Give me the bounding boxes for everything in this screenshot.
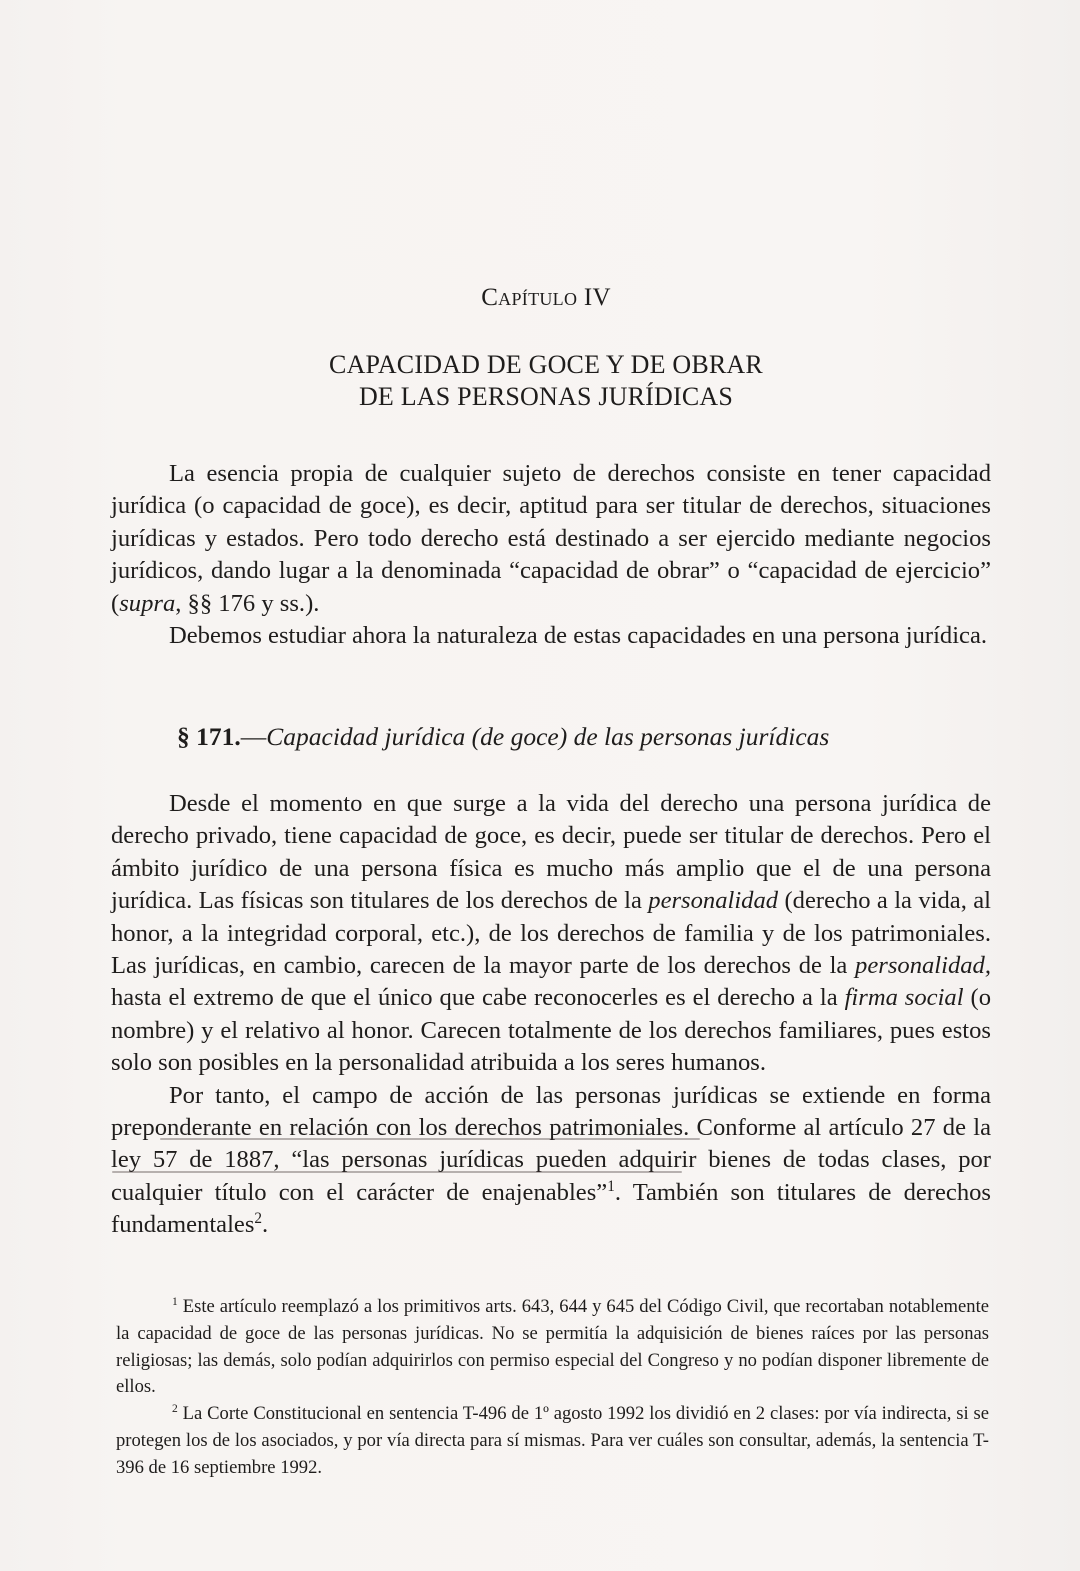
chapter-title-line-1: CAPACIDAD DE GOCE Y DE OBRAR xyxy=(329,350,763,379)
footnote-ref-1: 1 xyxy=(607,1177,615,1195)
pencil-underline-mark xyxy=(160,1138,700,1140)
footnotes xyxy=(116,1294,989,1482)
footnote-2 xyxy=(116,1401,989,1481)
chapter-label-prefix: Capítulo xyxy=(481,284,578,311)
body-paragraph-1-part-d: (o nombre) y el relativo al honor. Carecen totalmente de los derechos familiares, pues estos solo son posibles en la personalidad atribuida a los seres humanos. xyxy=(111,984,991,1077)
intro-paragraph-2: Debemos estudiar ahora la naturaleza de estas capacidades en una persona jurídica. xyxy=(169,622,988,650)
footnote-1-mark: 1 xyxy=(172,1295,178,1308)
italic-personalidad-2: personalidad, xyxy=(855,952,991,980)
body-paragraph-1-part-b: (derecho a la vida, al honor, a la integridad corporal, etc.), de los derechos de familia y de los patrimoniales. Las jurídicas, en cambio, carecen de la mayor parte de los derechos de la xyxy=(111,887,991,980)
chapter-label-number: IV xyxy=(583,284,611,311)
section-dash: — xyxy=(240,722,267,751)
body-paragraph-2-part-c: . xyxy=(262,1211,269,1239)
section-body xyxy=(111,788,991,1242)
footnote-2-text: La Corte Constitucional en sentencia T-496 de 1º agosto 1992 los dividió en 2 clases: por vía indirecta, si se protegen los de los asociados, y por vía directa para sí mismas. Para ver cuáles son consultar, además, la sentencia T-396 de 16 septiembre 1992. xyxy=(116,1403,989,1478)
body-paragraph-2-part-a: Por tanto, el campo de acción de las personas jurídicas se extiende en forma preponderante en relación con los derechos patrimoniales. Conforme al artículo 27 de la ley 57 de 1887, “las personas jurídicas pueden adquirir bienes de todas clases, por cualquier título con el carácter de enajenables” xyxy=(111,1081,991,1206)
footnote-ref-2: 2 xyxy=(254,1210,263,1228)
intro-paragraph-1-part-b: , §§ 176 y ss.). xyxy=(175,589,320,617)
body-paragraph-2-part-b: . También son titulares de derechos fundamentales xyxy=(111,1178,991,1239)
body-paragraph-1-part-c: hasta el extremo de que el único que cabe reconocerles es el derecho a la xyxy=(111,984,845,1012)
chapter-title xyxy=(0,349,1080,413)
intro-paragraph-1-part-a: La esencia propia de cualquier sujeto de derechos consiste en tener capacidad jurídica (o capacidad de goce), es decir, aptitud para ser titular de derechos, situaciones jurídicas y estados. Pero todo derecho está destinado a ser ejercido mediante negocios jurídicos, dando lugar a la denominada “capacidad de obrar” o “capacidad de ejercicio” ( xyxy=(111,460,991,617)
italic-firma-social: firma social xyxy=(844,984,964,1012)
section-heading xyxy=(177,722,829,752)
body-paragraph-1-part-a: Desde el momento en que surge a la vida del derecho una persona jurídica de derecho privado, tiene capacidad de goce, es decir, puede ser titular de derechos. Pero el ámbito jurídico de una persona física es mucho más amplio que el de una persona jurídica. Las físicas son titulares de los derechos de la xyxy=(111,790,991,915)
body-paragraph-2 xyxy=(111,1080,991,1242)
footnote-2-mark: 2 xyxy=(172,1403,178,1415)
intro-paragraph-1 xyxy=(111,458,991,620)
section-number: § 171. xyxy=(177,722,241,751)
intro-text xyxy=(111,458,991,652)
footnote-1 xyxy=(116,1294,989,1401)
chapter-title-line-2: DE LAS PERSONAS JURÍDICAS xyxy=(358,382,734,411)
section-title: Capacidad jurídica (de goce) de las personas jurídicas xyxy=(266,722,830,751)
pencil-underline-mark xyxy=(112,1171,682,1173)
footnote-1-text: Este artículo reemplazó a los primitivos arts. 643, 644 y 645 del Código Civil, que recortaban notablemente la capacidad de goce de las personas jurídicas. No se permitía la adquisición de bienes raíces por las personas religiosas; las demás, solo podían adquirirlos con permiso especial del Congreso y no podían disponer libremente de ellos. xyxy=(116,1296,989,1398)
chapter-label xyxy=(0,284,1080,312)
italic-personalidad-1: personalidad xyxy=(648,887,779,915)
supra-reference: supra xyxy=(119,589,176,617)
body-paragraph-1 xyxy=(111,788,991,1080)
